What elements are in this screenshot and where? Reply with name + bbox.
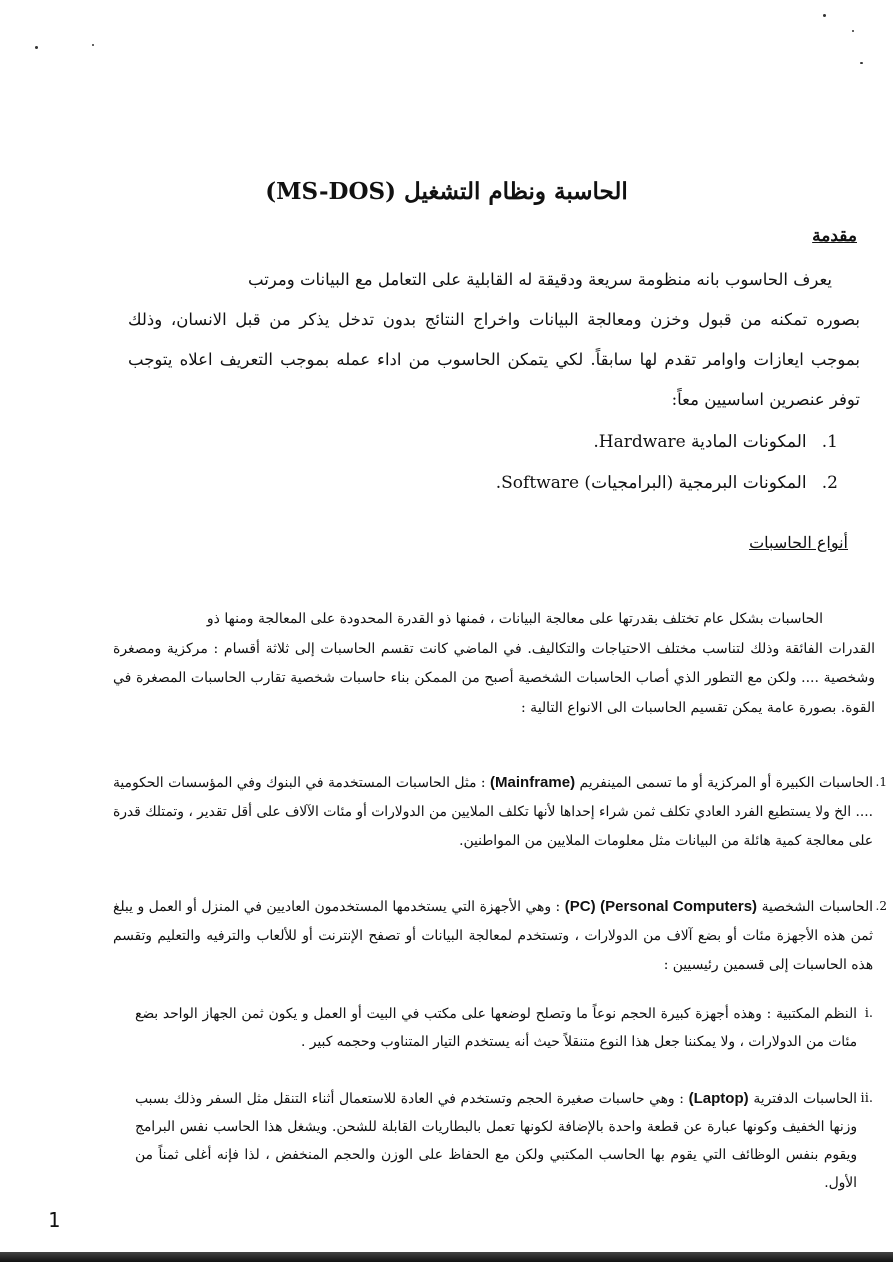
type-item-mainframe	[112, 768, 887, 856]
item-term: (Mainframe)	[490, 774, 576, 791]
list-item-number: 2.	[821, 473, 838, 493]
subitem-text: : وهي حاسبات صغيرة الحجم وتستخدم في العادة للاستعمال أثناء التنقل مثل السفر وذلك بسبب وزنها الخفيف وكونها عبارة عن قطعة واحدة بالإضافة لكونها تعمل بالبطاريات القابلة للشحن. ويشغل هذا الحاسب نفس البرامج ويقوم بنفس الوظائف التي يقوم بها الحاسب المكتبي ولكن مع الحفاظ على الوزن والحجم المنخفض ، لذا فإنه أغلى ثمناً من الأول.	[135, 1091, 857, 1191]
item-number: 1.	[875, 775, 887, 789]
subitem-term: (Laptop)	[688, 1090, 749, 1107]
item-lead: الحاسبات الشخصية	[761, 899, 874, 915]
item-text: : وهي الأجهزة التي يستخدمها المستخدمون العاديين في المنزل أو العمل و يبلغ ثمن هذه الأجهزة مئات أو بضع آلاف من الدولارات ، وتستخدم لمعالجة البيانات أو تصفح الإنترنت أو للألعاب والترفيه والتعليم وتقسم هذه الحاسبات إلى قسمين رئيسيين :	[113, 899, 873, 973]
subtype-desktop	[135, 1000, 873, 1056]
intro-paragraph-rest: بصوره تمكنه من قبول وخزن ومعالجة البيانات واخراج النتائج بدون تدخل يذكر من قبل الانسان، وذلك بموجب ايعازات واوامر تقدم لها سابقاً. لكي يتمكن الحاسوب من اداء عمله بموجب التعريف اعلاه يتوجب توفر عنصرين اساسيين معاً:	[128, 310, 860, 409]
scan-speck	[852, 30, 854, 32]
subtype-laptop	[135, 1085, 873, 1197]
scan-speck	[823, 14, 826, 17]
scan-speck	[92, 44, 94, 46]
list-item	[338, 422, 838, 463]
type-item-personal	[113, 892, 887, 980]
page-title: الحاسبة ونظام التشغيل (MS-DOS)	[265, 178, 628, 205]
scan-speck	[35, 46, 38, 49]
item-text: : مثل الحاسبات المستخدمة في البنوك وفي المؤسسات الحكومية .... الخ ولا يستطيع الفرد العادي تكلف ثمن شراء إحداها لأنها تكلف الملايين من الدولارات أو مئات الآلاف على أقل تقدير ، وتمتلك قدرة على معالجة كمية هائلة من البيانات مثل معلومات الملايين من المواطنين.	[112, 775, 873, 849]
subitem-number: ii.	[860, 1091, 873, 1106]
subitem-text: النظم المكتبية : وهذه أجهزة كبيرة الحجم نوعاً ما وتصلح لوضعها على مكتب في البيت أو العمل و يكون ثمن الجهاز الواحد بضع مئات من الدولارات ، ولا يمكننا جعل هذا النوع متنقلاً حيث أنه يستخدم التيار المتناوب وحجمه كبير .	[135, 1006, 857, 1050]
scan-edge	[0, 1252, 893, 1262]
intro-paragraph-line1: يعرف الحاسوب بانه منظومة سريعة ودقيقة له القابلية على التعامل مع البيانات ومرتب	[248, 270, 832, 289]
intro-heading: مقدمة	[812, 226, 857, 246]
scan-speck	[860, 62, 863, 64]
list-item-number: 1.	[821, 432, 838, 452]
list-item-text: المكونات البرمجية (البرامجيات) Software.	[495, 473, 807, 493]
page-number: 1	[48, 1208, 61, 1232]
list-item	[338, 463, 838, 504]
types-paragraph-rest: القدرات الفائقة وذلك لتناسب مختلف الاحتياجات والتكاليف. في الماضي كانت تقسم الحاسبات إلى ثلاثة أقسام : مركزية ومصغرة وشخصية .... ولكن مع التطور الذي أصاب الحاسبات الشخصية أصبح من الممكن بناء حاسبات شخصية تقارب الحاسبات المصغرة في القوة. بصورة عامة يمكن تقسيم الحاسبات الى الانواع التالية :	[113, 640, 875, 716]
list-item-text: المكونات المادية Hardware.	[593, 432, 807, 452]
item-term: (PC)	[564, 898, 596, 915]
item-number: 2.	[875, 899, 887, 913]
subitem-lead: الحاسبات الدفترية	[753, 1091, 858, 1107]
types-paragraph-first: الحاسبات بشكل عام تختلف بقدرتها على معالجة البيانات ، فمنها ذو القدرة المحدودة على المعالجة ومنها ذو	[206, 611, 823, 627]
item-term: (Personal Computers)	[600, 898, 758, 915]
item-lead: الحاسبات الكبيرة أو المركزية أو ما تسمى المينفريم	[579, 775, 874, 791]
subitem-number: i.	[864, 1006, 873, 1021]
types-heading: أنواع الحاسبات	[749, 533, 848, 552]
types-paragraph	[113, 605, 875, 723]
components-list	[338, 422, 838, 504]
intro-paragraph	[128, 260, 860, 420]
